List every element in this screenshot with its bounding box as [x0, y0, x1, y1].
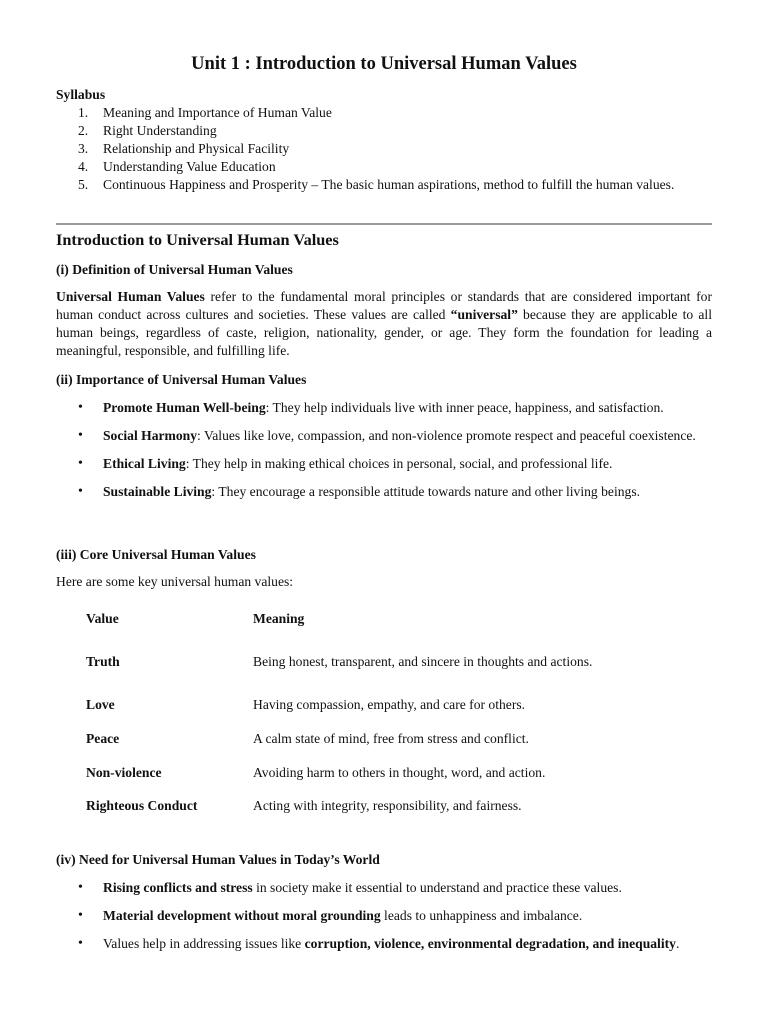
list-item-term: Sustainable Living	[103, 484, 212, 499]
table-header-meaning: Meaning	[253, 611, 305, 626]
table-row	[86, 797, 712, 815]
table-header-row	[86, 610, 712, 628]
list-item-text: .	[675, 936, 680, 951]
list-item-text: : Values like love, compassion, and non-violence promote respect and peaceful coexistence.	[197, 428, 696, 443]
table-header-value: Value	[86, 611, 119, 626]
intro-heading: Introduction to Universal Human Values	[56, 230, 339, 249]
need-heading: (iv) Need for Universal Human Values in Today’s World	[56, 852, 380, 867]
table-cell-meaning: Being honest, transparent, and sincere in thoughts and actions.	[253, 654, 593, 669]
bullet-icon: •	[78, 400, 83, 415]
table-cell-meaning: Having compassion, empathy, and care for others.	[253, 697, 526, 712]
table-cell-meaning: Avoiding harm to others in thought, word, and action.	[253, 765, 546, 780]
list-item	[56, 455, 712, 473]
universal-quoted-term: “universal”	[450, 307, 518, 322]
list-item-term: Rising conflicts and stress	[103, 880, 253, 895]
list-item-term: Material development without moral grounding	[103, 908, 381, 923]
bullet-icon: •	[78, 484, 83, 499]
table-cell-value: Love	[86, 697, 115, 712]
syllabus-item-number: 1.	[78, 105, 89, 120]
table-cell-meaning: Acting with integrity, responsibility, and fairness.	[253, 798, 522, 813]
core-values-heading: (iii) Core Universal Human Values	[56, 547, 256, 562]
list-item	[56, 907, 712, 925]
page-title: Unit 1 : Introduction to Universal Human Values	[191, 54, 577, 74]
list-item	[56, 427, 712, 445]
bullet-icon: •	[78, 908, 83, 923]
syllabus-item	[56, 158, 712, 176]
syllabus-item-number: 2.	[78, 123, 89, 138]
bullet-icon: •	[78, 456, 83, 471]
importance-heading: (ii) Importance of Universal Human Values	[56, 372, 307, 387]
table-row	[86, 696, 712, 714]
list-item-prefix: Values help in addressing issues like	[103, 936, 305, 951]
need-list	[56, 879, 712, 953]
syllabus-item-number: 3.	[78, 141, 89, 156]
list-item-term: corruption, violence, environmental degradation, and inequality	[304, 936, 676, 951]
table-row	[86, 730, 712, 748]
table-cell-value: Righteous Conduct	[86, 798, 198, 813]
list-item	[56, 879, 712, 897]
definition-text-part2: because they are applicable to all human beings, regardless of caste, religion, nationality, gender, or age. They form the foundation for leading a meaningful, responsible, and fulfilling life.	[56, 307, 712, 358]
bullet-icon: •	[78, 880, 83, 895]
list-item-term: Ethical Living	[103, 456, 186, 471]
syllabus-list	[56, 104, 712, 194]
list-item	[56, 935, 712, 953]
table-cell-value: Peace	[86, 731, 120, 746]
list-item-text: : They encourage a responsible attitude towards nature and other living beings.	[211, 484, 641, 499]
definition-term: Universal Human Values	[56, 289, 205, 304]
table-cell-value: Truth	[86, 654, 120, 669]
syllabus-item-text: Understanding Value Education	[103, 159, 276, 174]
table-cell-meaning: A calm state of mind, free from stress and conflict.	[253, 731, 529, 746]
syllabus-item-text: Continuous Happiness and Prosperity – The basic human aspirations, method to fulfill the human values.	[103, 177, 675, 192]
list-item-term: Social Harmony	[103, 428, 198, 443]
syllabus-item	[56, 104, 712, 122]
core-values-intro: Here are some key universal human values:	[56, 574, 294, 589]
list-item	[56, 483, 712, 501]
syllabus-item-number: 4.	[78, 159, 89, 174]
list-item-text: : They help in making ethical choices in personal, social, and professional life.	[185, 456, 613, 471]
bullet-icon: •	[78, 936, 83, 951]
definition-text-part1: refer to the fundamental moral principles or standards that are considered important for human conduct across cultures and societies. These values are called	[56, 289, 712, 322]
list-item	[56, 399, 712, 417]
definition-heading: (i) Definition of Universal Human Values	[56, 262, 293, 277]
definition-paragraph	[56, 288, 712, 360]
section-divider	[56, 223, 712, 225]
table-row	[86, 764, 712, 782]
list-item-text: : They help individuals live with inner peace, happiness, and satisfaction.	[265, 400, 664, 415]
syllabus-item-text: Meaning and Importance of Human Value	[103, 105, 332, 120]
syllabus-item	[56, 140, 712, 158]
table-cell-value: Non-violence	[86, 765, 162, 780]
syllabus-item-text: Right Understanding	[103, 123, 217, 138]
syllabus-item	[56, 176, 712, 194]
syllabus-item-text: Relationship and Physical Facility	[103, 141, 290, 156]
bullet-icon: •	[78, 428, 83, 443]
syllabus-label: Syllabus	[56, 87, 106, 102]
list-item-term: Promote Human Well-being	[103, 400, 266, 415]
syllabus-item	[56, 122, 712, 140]
list-item-text: in society make it essential to understand and practice these values.	[252, 880, 622, 895]
importance-list	[56, 399, 712, 501]
table-row	[86, 653, 712, 671]
list-item-text: leads to unhappiness and imbalance.	[380, 908, 583, 923]
syllabus-item-number: 5.	[78, 177, 89, 192]
